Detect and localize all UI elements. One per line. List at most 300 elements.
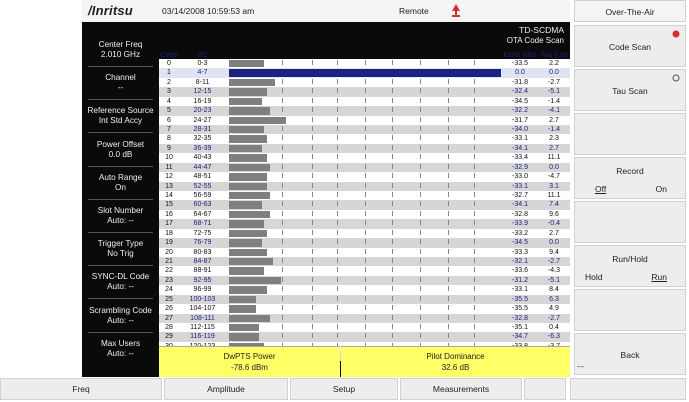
code-row <box>159 238 570 247</box>
tau-cell: -0.4 <box>547 220 561 228</box>
grid-tick <box>312 192 314 197</box>
sc-cell: 36-39 <box>193 144 212 152</box>
level-bar <box>229 296 256 303</box>
param-divider <box>88 332 153 333</box>
level-track <box>229 211 501 218</box>
grid-tick <box>420 183 422 188</box>
grid-tick <box>392 79 394 84</box>
mode-subtitle: OTA Code Scan <box>506 36 564 45</box>
code-row <box>159 276 570 285</box>
ecio-cell: -34.5 <box>512 97 528 105</box>
grid-tick <box>448 277 450 282</box>
grid-tick <box>474 220 476 225</box>
record-toggle[interactable]: Record Off On <box>574 157 686 199</box>
grid-tick <box>448 324 450 329</box>
grid-tick <box>420 230 422 235</box>
level-track <box>229 220 501 227</box>
param-1 <box>82 73 159 93</box>
grid-tick <box>448 220 450 225</box>
empty-softkey-7[interactable] <box>574 289 686 331</box>
level-track <box>229 79 501 86</box>
grid-tick <box>392 324 394 329</box>
grid-tick <box>365 296 367 301</box>
grid-tick <box>312 117 314 122</box>
grid-tick <box>312 220 314 225</box>
ecio-column-header: Ec/Io (dB) <box>503 50 537 59</box>
level-track <box>229 201 501 208</box>
ecio-cell: -31.7 <box>512 116 528 124</box>
param-divider <box>88 66 153 67</box>
tau-cell: 2.7 <box>549 144 559 152</box>
param-value: Auto: -- <box>107 282 134 292</box>
level-bar <box>229 249 267 256</box>
grid-tick <box>337 192 339 197</box>
grid-tick <box>337 258 339 263</box>
grid-tick <box>312 107 314 112</box>
code-row <box>159 210 570 219</box>
grid-tick <box>337 211 339 216</box>
grid-tick <box>392 249 394 254</box>
grid-tick <box>282 258 284 263</box>
ecio-cell: -33.4 <box>512 154 528 162</box>
mode-title: TD-SCDMA <box>519 25 564 35</box>
code-row <box>159 285 570 294</box>
tau-cell: -4.3 <box>547 267 561 275</box>
grid-tick <box>312 267 314 272</box>
level-bar <box>229 60 264 67</box>
code-row <box>159 116 570 125</box>
grid-tick <box>392 296 394 301</box>
code-row <box>159 248 570 257</box>
param-divider <box>88 166 153 167</box>
pilot-dominance-value: 32.6 dB <box>441 363 470 372</box>
level-bar <box>229 258 273 265</box>
grid-tick <box>420 88 422 93</box>
code-row <box>159 163 570 172</box>
grid-tick <box>312 164 314 169</box>
menu-button-6[interactable] <box>570 378 686 400</box>
sc-cell: 80-83 <box>193 248 212 256</box>
sc-cell: 96-99 <box>193 286 212 294</box>
level-track <box>229 164 501 171</box>
empty-softkey-3[interactable] <box>574 113 686 155</box>
grid-tick <box>448 286 450 291</box>
grid-tick <box>420 145 422 150</box>
sc-cell: 52-55 <box>193 182 212 190</box>
grid-tick <box>420 126 422 131</box>
level-track <box>229 60 501 67</box>
param-5 <box>82 206 159 226</box>
grid-tick <box>392 135 394 140</box>
grid-tick <box>365 230 367 235</box>
tau-cell: 11.1 <box>547 154 561 162</box>
tau-cell: 4.9 <box>549 305 559 313</box>
grid-tick <box>365 324 367 329</box>
grid-tick <box>282 145 284 150</box>
code-cell: 13 <box>165 182 173 190</box>
level-track <box>229 230 501 237</box>
grid-tick <box>448 173 450 178</box>
ecio-cell: -33.1 <box>512 286 528 294</box>
grid-tick <box>420 154 422 159</box>
level-bar <box>229 154 267 161</box>
grid-tick <box>337 98 339 103</box>
code-scan-display <box>159 22 570 377</box>
freq-menu-button[interactable]: Freq <box>0 378 162 400</box>
tau-cell: 8.4 <box>549 286 559 294</box>
code-cell: 3 <box>167 88 171 96</box>
grid-tick <box>448 211 450 216</box>
measurements-menu-button[interactable]: Measurements <box>400 378 522 400</box>
level-bar <box>229 69 501 76</box>
grid-tick <box>420 315 422 320</box>
parameter-panel <box>82 22 159 377</box>
param-4 <box>82 173 159 193</box>
param-value: 2.010 GHz <box>100 50 141 59</box>
grid-tick <box>337 267 339 272</box>
sc-cell: 0-3 <box>197 60 208 67</box>
param-label: Reference Source <box>87 106 154 116</box>
grid-tick <box>365 117 367 122</box>
grid-tick <box>474 258 476 263</box>
code-row <box>159 134 570 143</box>
level-track <box>229 88 501 95</box>
grid-tick <box>474 211 476 216</box>
code-row <box>159 266 570 275</box>
ecio-cell: -32.1 <box>512 258 528 266</box>
grid-tick <box>312 333 314 338</box>
grid-tick <box>448 107 450 112</box>
param-divider <box>88 232 153 233</box>
ecio-cell: -32.8 <box>512 314 528 322</box>
level-track <box>229 277 501 284</box>
grid-tick <box>420 201 422 206</box>
ecio-cell: -34.0 <box>512 126 528 133</box>
level-track <box>229 135 501 142</box>
code-row <box>159 304 570 313</box>
menu-button-5[interactable] <box>524 378 566 400</box>
grid-tick <box>312 60 314 65</box>
level-bar <box>229 79 275 86</box>
grid-tick <box>282 154 284 159</box>
level-track <box>229 173 501 180</box>
grid-tick <box>474 88 476 93</box>
dwpts-power-box <box>159 346 340 378</box>
grid-tick <box>282 88 284 93</box>
grid-tick <box>448 258 450 263</box>
level-bar <box>229 230 267 237</box>
param-value: Auto: -- <box>107 348 134 358</box>
grid-tick <box>312 88 314 93</box>
code-row <box>159 295 570 304</box>
grid-tick <box>312 154 314 159</box>
record-on-option: On <box>655 184 667 194</box>
code-cell: 14 <box>165 192 173 200</box>
grid-tick <box>312 230 314 235</box>
code-row <box>159 125 570 134</box>
grid-tick <box>365 315 367 320</box>
grid-tick <box>312 324 314 329</box>
sc-cell: 56-59 <box>193 192 212 200</box>
sc-cell: 112-115 <box>190 324 215 332</box>
grid-tick <box>392 164 394 169</box>
grid-tick <box>312 249 314 254</box>
grid-tick <box>420 173 422 178</box>
grid-tick <box>448 145 450 150</box>
grid-tick <box>474 154 476 159</box>
code-cell: 2 <box>167 78 171 86</box>
level-track <box>229 267 501 274</box>
code-row <box>159 68 570 77</box>
level-bar <box>229 183 267 190</box>
level-bar <box>229 324 259 331</box>
ecio-cell: -31.2 <box>512 276 528 284</box>
grid-tick <box>312 98 314 103</box>
back-indicator: --- <box>577 364 584 371</box>
tau-cell: 0.0 <box>549 163 559 171</box>
main-menu-bar <box>72 377 686 402</box>
grid-tick <box>365 277 367 282</box>
run-option: Run <box>651 272 667 282</box>
grid-tick <box>392 145 394 150</box>
grid-tick <box>337 79 339 84</box>
grid-tick <box>365 154 367 159</box>
grid-tick <box>420 333 422 338</box>
grid-tick <box>337 201 339 206</box>
tau-cell: -1.4 <box>547 97 561 105</box>
grid-tick <box>365 88 367 93</box>
code-cell: 26 <box>165 305 173 313</box>
code-row <box>159 219 570 228</box>
level-bar <box>229 192 270 199</box>
tau-cell: -5.1 <box>547 276 561 284</box>
param-7 <box>82 272 159 292</box>
softkey-panel <box>570 0 686 377</box>
grid-tick <box>474 135 476 140</box>
ecio-cell: -31.8 <box>512 78 528 86</box>
code-cell: 10 <box>165 154 173 162</box>
param-label: Trigger Type <box>97 239 144 249</box>
level-bar <box>229 315 270 322</box>
tau-cell: 2.7 <box>549 229 559 237</box>
ecio-cell: -33.5 <box>512 60 528 67</box>
param-divider <box>88 265 153 266</box>
empty-softkey-5[interactable] <box>574 201 686 243</box>
code-cell: 22 <box>165 267 173 275</box>
code-cell: 6 <box>167 116 171 124</box>
ecio-cell: -32.2 <box>512 107 528 115</box>
level-bar <box>229 201 262 208</box>
grid-tick <box>420 60 422 65</box>
level-track <box>229 315 501 322</box>
grid-tick <box>420 79 422 84</box>
grid-tick <box>282 277 284 282</box>
code-row <box>159 59 570 68</box>
setup-menu-button[interactable]: Setup <box>290 378 398 400</box>
level-track <box>229 286 501 293</box>
code-cell: 23 <box>165 276 173 284</box>
grid-tick <box>365 126 367 131</box>
grid-tick <box>337 154 339 159</box>
grid-tick <box>282 135 284 140</box>
grid-tick <box>282 286 284 291</box>
grid-tick <box>365 79 367 84</box>
grid-tick <box>337 315 339 320</box>
tau-cell: 2.3 <box>549 135 559 143</box>
grid-tick <box>337 286 339 291</box>
param-value: Auto: -- <box>107 315 134 325</box>
sc-cell: 44-47 <box>193 163 212 171</box>
grid-tick <box>420 305 422 310</box>
grid-tick <box>474 315 476 320</box>
grid-tick <box>312 315 314 320</box>
sc-cell: 20-23 <box>193 107 212 115</box>
grid-tick <box>337 88 339 93</box>
level-bar <box>229 107 270 114</box>
code-row <box>159 172 570 181</box>
sc-cell: 108-111 <box>190 314 215 322</box>
code-cell: 17 <box>165 220 173 228</box>
selected-indicator-icon <box>672 30 680 38</box>
grid-tick <box>282 79 284 84</box>
param-label: SYNC-DL Code <box>91 272 150 282</box>
grid-tick <box>282 305 284 310</box>
code-cell: 0 <box>167 60 171 67</box>
grid-tick <box>337 135 339 140</box>
param-2 <box>82 106 159 126</box>
grid-tick <box>337 126 339 131</box>
level-bar <box>229 117 286 124</box>
grid-tick <box>392 88 394 93</box>
grid-tick <box>312 79 314 84</box>
run-hold-toggle[interactable]: Run/Hold Hold Run <box>574 245 686 287</box>
grid-tick <box>282 220 284 225</box>
grid-tick <box>365 60 367 65</box>
grid-tick <box>420 277 422 282</box>
grid-tick <box>392 230 394 235</box>
back-button[interactable]: Back --- <box>574 333 686 375</box>
param-label: Auto Range <box>98 172 143 182</box>
code-cell: 25 <box>165 295 173 303</box>
code-row <box>159 97 570 106</box>
sc-cell: 60-63 <box>193 201 212 209</box>
amplitude-menu-button[interactable]: Amplitude <box>164 378 288 400</box>
tau-cell: 2.2 <box>549 60 559 67</box>
analyzer-screen <box>72 0 686 402</box>
ecio-cell: -32.7 <box>512 192 528 200</box>
sc-cell: 40-43 <box>193 154 212 162</box>
grid-tick <box>474 277 476 282</box>
level-track <box>229 192 501 199</box>
ecio-cell: -32.4 <box>512 88 528 96</box>
grid-tick <box>474 183 476 188</box>
grid-tick <box>448 154 450 159</box>
grid-tick <box>337 296 339 301</box>
grid-tick <box>337 220 339 225</box>
brand-logo: /Inritsu <box>88 3 133 18</box>
tau-scan-button[interactable]: Tau Scan <box>574 69 686 111</box>
level-bar <box>229 211 270 218</box>
grid-tick <box>282 98 284 103</box>
code-row <box>159 332 570 341</box>
grid-tick <box>420 324 422 329</box>
param-divider <box>88 132 153 133</box>
tau-cell: 11.1 <box>547 192 561 200</box>
grid-tick <box>365 333 367 338</box>
remote-icon <box>450 4 462 18</box>
param-value: On <box>115 182 126 192</box>
level-bar <box>229 145 262 152</box>
grid-tick <box>420 98 422 103</box>
sc-cell: 24-27 <box>193 116 212 124</box>
code-row <box>159 87 570 96</box>
ecio-cell: -32.8 <box>512 210 528 218</box>
grid-tick <box>282 164 284 169</box>
grid-tick <box>448 126 450 131</box>
grid-tick <box>474 60 476 65</box>
param-label: Center Freq <box>98 40 143 49</box>
grid-tick <box>420 249 422 254</box>
grid-tick <box>337 230 339 235</box>
code-scan-button[interactable]: Code Scan <box>574 25 686 67</box>
param-6 <box>82 239 159 259</box>
grid-tick <box>474 164 476 169</box>
grid-tick <box>312 239 314 244</box>
level-bar <box>229 173 267 180</box>
grid-tick <box>312 201 314 206</box>
code-cell: 7 <box>167 126 171 133</box>
hold-option: Hold <box>585 272 603 282</box>
sc-cell: 68-71 <box>193 220 212 228</box>
pilot-dominance-box <box>341 346 570 378</box>
level-bar <box>229 135 267 142</box>
grid-tick <box>365 98 367 103</box>
param-3 <box>82 140 159 160</box>
grid-tick <box>337 107 339 112</box>
sc-cell: 4-7 <box>197 69 208 77</box>
grid-tick <box>365 145 367 150</box>
grid-tick <box>312 135 314 140</box>
tau-cell: 0.0 <box>549 69 559 77</box>
level-track <box>229 296 501 303</box>
level-bar <box>229 277 281 284</box>
code-cell: 8 <box>167 135 171 143</box>
grid-tick <box>282 324 284 329</box>
grid-tick <box>448 239 450 244</box>
sc-cell: 88-91 <box>193 267 212 275</box>
grid-tick <box>282 333 284 338</box>
grid-tick <box>448 164 450 169</box>
grid-tick <box>312 211 314 216</box>
code-cell: 4 <box>167 97 171 105</box>
tau-cell: 3.1 <box>549 182 559 190</box>
level-track <box>229 324 501 331</box>
grid-tick <box>365 305 367 310</box>
level-bar <box>229 164 270 171</box>
sc-cell: 64-67 <box>193 210 212 218</box>
grid-tick <box>474 230 476 235</box>
level-track <box>229 154 501 161</box>
grid-tick <box>448 249 450 254</box>
grid-tick <box>282 315 284 320</box>
grid-tick <box>474 126 476 131</box>
code-row <box>159 78 570 87</box>
grid-tick <box>392 277 394 282</box>
grid-tick <box>474 286 476 291</box>
grid-tick <box>420 211 422 216</box>
sc-cell: 72-75 <box>193 229 212 237</box>
grid-tick <box>420 239 422 244</box>
